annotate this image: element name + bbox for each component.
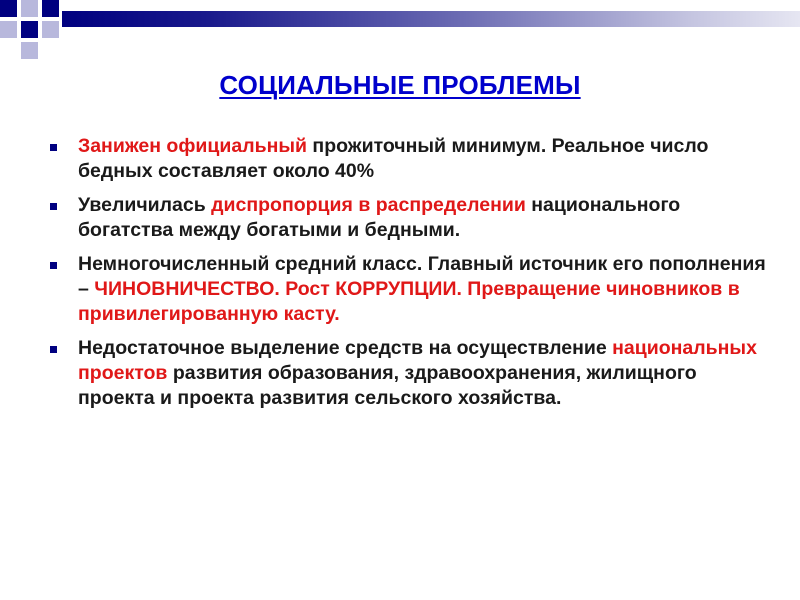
highlighted-text: национальных проектов — [78, 337, 757, 384]
header-gradient-band — [62, 11, 800, 27]
decor-square — [21, 42, 38, 59]
bullet-list — [50, 134, 770, 420]
square-bullet-icon — [50, 144, 57, 151]
slide-title: СОЦИАЛЬНЫЕ ПРОБЛЕМЫ — [219, 70, 581, 100]
decor-square — [21, 21, 38, 38]
corner-decoration — [0, 0, 800, 60]
decor-square — [21, 0, 38, 17]
bullet-item — [50, 193, 770, 243]
bullet-text: развития образования, здравоохранения, жилищного проекта и проекта развития сельского хозяйства. — [78, 362, 697, 409]
square-bullet-icon — [50, 346, 57, 353]
highlighted-text: ЧИНОВНИЧЕСТВО. Рост КОРРУПЦИИ. Превращение чиновников в привилегированную касту. — [78, 278, 740, 325]
square-bullet-icon — [50, 203, 57, 210]
decor-square — [42, 0, 59, 17]
bullet-item — [50, 336, 770, 411]
bullet-text: Недостаточное выделение средств на осуществление — [78, 337, 613, 359]
bullet-text: Немногочисленный средний класс. Главный источник его пополнения – — [78, 253, 766, 300]
bullet-item — [50, 252, 770, 327]
highlighted-text: диспропорция в распределении — [211, 194, 526, 216]
decor-square — [0, 21, 17, 38]
bullet-text: прожиточный минимум. Реальное число бедных составляет около 40% — [78, 135, 709, 182]
decor-square — [0, 0, 17, 17]
highlighted-text: Занижен официальный — [78, 135, 308, 157]
square-bullet-icon — [50, 262, 57, 269]
bullet-text: национального богатства между богатыми и бедными. — [78, 194, 681, 241]
bullet-text: Увеличилась — [78, 194, 212, 216]
bullet-item — [50, 134, 770, 184]
decor-square — [42, 21, 59, 38]
